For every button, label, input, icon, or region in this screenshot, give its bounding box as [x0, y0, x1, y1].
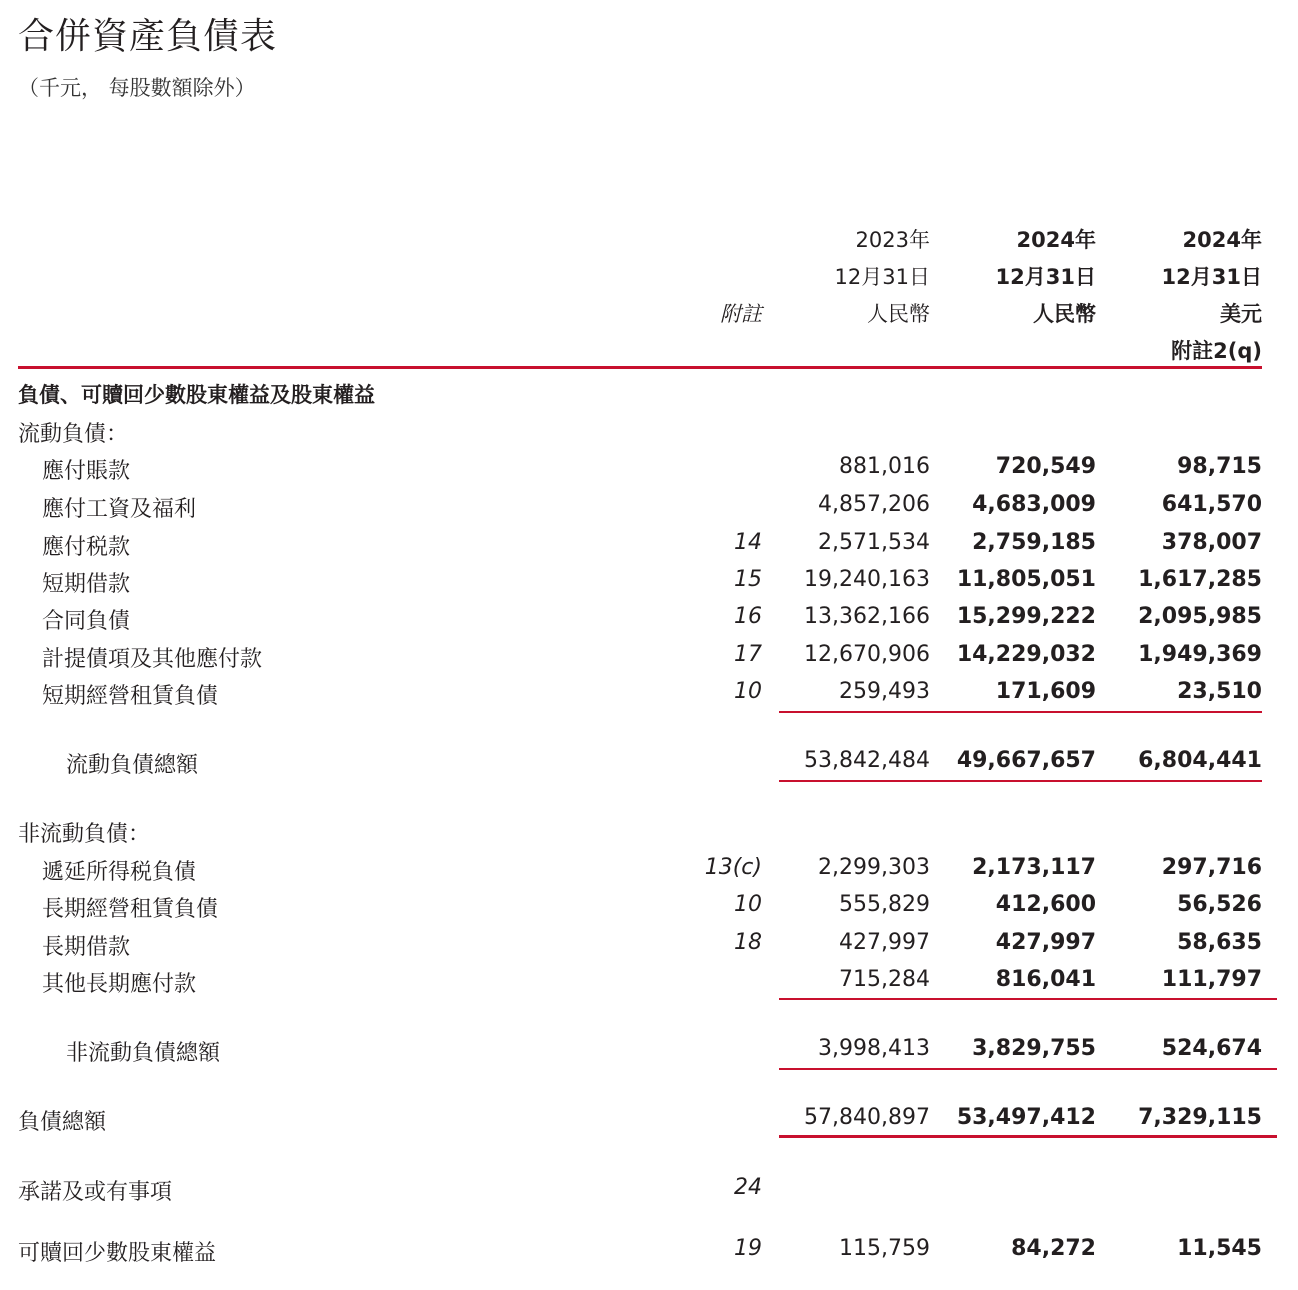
row-label: 其他長期應付款 — [42, 972, 197, 997]
table-row — [0, 527, 1298, 561]
col2-year: 2024年 — [1016, 228, 1096, 252]
value-2024: 15,299,222 — [956, 604, 1096, 629]
value-2024: 11,805,051 — [956, 567, 1096, 592]
value-usd: 524,674 — [1161, 1036, 1262, 1061]
value-usd: 378,007 — [1161, 530, 1262, 555]
value-2024: 412,600 — [995, 892, 1096, 917]
row-label: 短期經營租賃負債 — [42, 684, 219, 709]
value-2023: 715,284 — [839, 967, 930, 992]
value-usd: 297,716 — [1161, 855, 1262, 880]
table-row — [0, 451, 1298, 485]
row-note: 13(c) — [704, 855, 762, 880]
row-note: 16 — [734, 604, 762, 629]
value-2023: 13,362,166 — [804, 604, 930, 629]
value-2024: 4,683,009 — [972, 492, 1096, 517]
row-note: 18 — [734, 930, 762, 955]
row-label: 應付税款 — [42, 535, 131, 560]
col3-date: 12月31日 — [1161, 265, 1262, 289]
value-2023: 2,571,534 — [818, 530, 930, 555]
subtotal-divider — [779, 998, 1277, 1000]
value-2023: 3,998,413 — [818, 1036, 930, 1061]
table-row — [0, 927, 1298, 961]
value-2024: 171,609 — [995, 679, 1096, 704]
header-divider — [18, 366, 1262, 369]
value-usd: 58,635 — [1177, 930, 1262, 955]
row-label: 長期經營租賃負債 — [42, 897, 219, 922]
value-usd: 23,510 — [1177, 679, 1262, 704]
row-label: 可贖回少數股東權益 — [18, 1241, 217, 1266]
row-label: 流動負債總額 — [66, 753, 199, 778]
col3-currency: 美元 — [1220, 302, 1262, 326]
row-note: 19 — [734, 1236, 762, 1261]
value-2023: 53,842,484 — [804, 748, 930, 773]
row-note: 10 — [734, 679, 762, 704]
table-row — [0, 1102, 1298, 1136]
total-divider — [779, 780, 1262, 782]
row-note: 10 — [734, 892, 762, 917]
value-2023: 259,493 — [839, 679, 930, 704]
col2-date: 12月31日 — [995, 265, 1096, 289]
col2-currency: 人民幣 — [1033, 302, 1096, 326]
value-usd: 641,570 — [1161, 492, 1262, 517]
value-2023: 12,670,906 — [804, 642, 930, 667]
table-row — [0, 852, 1298, 886]
table-row — [0, 964, 1298, 998]
value-usd: 1,617,285 — [1138, 567, 1262, 592]
row-label: 合同負債 — [42, 609, 131, 634]
value-2024: 816,041 — [995, 967, 1096, 992]
value-2024: 720,549 — [995, 454, 1096, 479]
subtotal-divider — [779, 711, 1262, 713]
value-2024: 3,829,755 — [972, 1036, 1096, 1061]
value-2024: 2,173,117 — [972, 855, 1096, 880]
row-label: 非流動負債總額 — [66, 1041, 221, 1066]
table-row — [0, 414, 1298, 448]
row-label: 非流動負債： — [18, 822, 151, 847]
value-usd: 2,095,985 — [1138, 604, 1262, 629]
value-usd: 111,797 — [1161, 967, 1262, 992]
table-row — [0, 376, 1298, 410]
row-label: 短期借款 — [42, 572, 131, 597]
table-row — [0, 814, 1298, 848]
row-label: 遞延所得税負債 — [42, 860, 197, 885]
row-label: 長期借款 — [42, 935, 131, 960]
note-column-header: 附註 — [720, 302, 762, 326]
value-2024: 49,667,657 — [956, 748, 1096, 773]
table-row — [0, 601, 1298, 635]
value-2023: 555,829 — [839, 892, 930, 917]
value-usd: 98,715 — [1177, 454, 1262, 479]
table-row — [0, 639, 1298, 673]
row-note: 15 — [734, 567, 762, 592]
value-2024: 2,759,185 — [972, 530, 1096, 555]
col1-currency: 人民幣 — [867, 302, 930, 326]
value-2024: 53,497,412 — [956, 1105, 1096, 1130]
total-divider — [779, 1068, 1277, 1070]
value-usd: 1,949,369 — [1138, 642, 1262, 667]
row-label: 承諾及或有事項 — [18, 1180, 173, 1205]
value-2023: 4,857,206 — [818, 492, 930, 517]
table-row — [0, 889, 1298, 923]
table-row — [0, 1233, 1298, 1267]
row-label: 計提債項及其他應付款 — [42, 647, 263, 672]
row-note: 24 — [734, 1175, 762, 1200]
page-title: 合併資產負債表 — [18, 16, 278, 57]
col3-year: 2024年 — [1182, 228, 1262, 252]
row-label: 負債總額 — [18, 1110, 107, 1135]
table-row — [0, 1172, 1298, 1206]
value-2024: 84,272 — [1011, 1236, 1096, 1261]
table-row — [0, 1033, 1298, 1067]
col1-year: 2023年 — [855, 228, 930, 252]
row-label: 負債、可贖回少數股東權益及股東權益 — [18, 383, 375, 407]
row-label: 應付賬款 — [42, 459, 131, 484]
value-usd: 7,329,115 — [1138, 1105, 1262, 1130]
value-2023: 115,759 — [839, 1236, 930, 1261]
row-label: 流動負債： — [18, 422, 129, 447]
unit-note: （千元， 每股數額除外） — [18, 76, 256, 100]
value-2023: 427,997 — [839, 930, 930, 955]
table-row — [0, 676, 1298, 710]
table-row — [0, 745, 1298, 779]
value-usd: 6,804,441 — [1138, 748, 1262, 773]
value-2023: 2,299,303 — [818, 855, 930, 880]
value-usd: 56,526 — [1177, 892, 1262, 917]
table-row — [0, 489, 1298, 523]
col3-note: 附註2(q) — [1171, 339, 1262, 363]
row-label: 應付工資及福利 — [42, 497, 197, 522]
value-2023: 19,240,163 — [804, 567, 930, 592]
value-2024: 14,229,032 — [956, 642, 1096, 667]
value-2023: 57,840,897 — [804, 1105, 930, 1130]
value-2023: 881,016 — [839, 454, 930, 479]
col1-date: 12月31日 — [834, 265, 930, 289]
value-2024: 427,997 — [995, 930, 1096, 955]
row-note: 14 — [734, 530, 762, 555]
grand-total-divider — [779, 1135, 1277, 1138]
row-note: 17 — [734, 642, 762, 667]
value-usd: 11,545 — [1177, 1236, 1262, 1261]
table-row — [0, 564, 1298, 598]
